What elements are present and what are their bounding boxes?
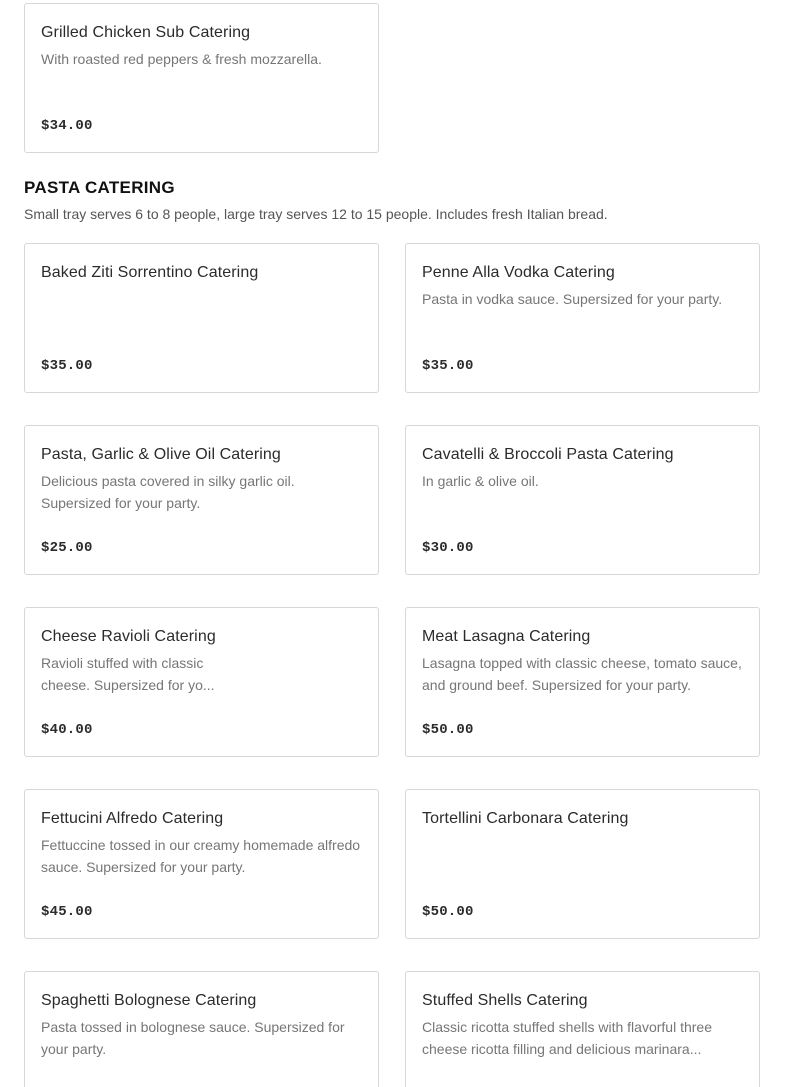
menu-item-description: Classic ricotta stuffed shells with flavorful three cheese ricotta filling and delicious marinara... bbox=[422, 1019, 712, 1057]
menu-item-card[interactable] bbox=[24, 971, 379, 1087]
menu-item-price: $40.00 bbox=[41, 722, 93, 738]
menu-item-price: $50.00 bbox=[422, 722, 474, 738]
menu-item-name: Cavatelli & Broccoli Pasta Catering bbox=[422, 446, 674, 463]
menu-item-card[interactable] bbox=[24, 3, 379, 153]
menu-item-card[interactable] bbox=[405, 425, 760, 575]
menu-item-name: Fettucini Alfredo Catering bbox=[41, 810, 224, 827]
menu-item-name: Pasta, Garlic & Olive Oil Catering bbox=[41, 446, 281, 463]
menu-item-card[interactable] bbox=[405, 971, 760, 1087]
menu-item-description: Fettuccine tossed in our creamy homemade alfredo sauce. Supersized for your party. bbox=[41, 837, 361, 875]
menu-item-card[interactable] bbox=[24, 607, 379, 757]
menu-item-description: Lasagna topped with classic cheese, tomato sauce, and ground beef. Supersized for your party. bbox=[422, 655, 742, 693]
menu-item-price: $30.00 bbox=[422, 540, 474, 556]
menu-item-name: Grilled Chicken Sub Catering bbox=[41, 24, 251, 41]
menu-item-card[interactable] bbox=[405, 243, 760, 393]
menu-item-name: Penne Alla Vodka Catering bbox=[422, 264, 615, 281]
menu-item-description: Delicious pasta covered in silky garlic oil. Supersized for your party. bbox=[41, 473, 295, 511]
menu-item-card[interactable] bbox=[405, 607, 760, 757]
menu-item-name: Spaghetti Bolognese Catering bbox=[41, 992, 257, 1009]
menu-item-name: Tortellini Carbonara Catering bbox=[422, 810, 629, 827]
menu-item-description: Pasta in vodka sauce. Supersized for your party. bbox=[422, 291, 723, 307]
section-subtitle: Small tray serves 6 to 8 people, large tray serves 12 to 15 people. Includes fresh Italian bread. bbox=[24, 206, 608, 222]
menu-item-card[interactable] bbox=[405, 789, 760, 939]
menu-item-name: Cheese Ravioli Catering bbox=[41, 628, 216, 645]
menu-item-price: $35.00 bbox=[41, 358, 93, 374]
menu-item-description: Ravioli stuffed with classic cheese. Supersized for yo... bbox=[41, 655, 215, 693]
menu-item-price: $25.00 bbox=[41, 540, 93, 556]
menu-item-price: $45.00 bbox=[41, 904, 93, 920]
menu-item-card[interactable] bbox=[24, 789, 379, 939]
menu-item-name: Baked Ziti Sorrentino Catering bbox=[41, 264, 259, 281]
menu-item-description: In garlic & olive oil. bbox=[422, 473, 539, 489]
menu-item-description: With roasted red peppers & fresh mozzarella. bbox=[41, 51, 322, 67]
menu-item-card[interactable] bbox=[24, 425, 379, 575]
menu-item-price: $50.00 bbox=[422, 904, 474, 920]
menu-item-card[interactable] bbox=[24, 243, 379, 393]
section-title: PASTA CATERING bbox=[24, 178, 175, 197]
menu-item-name: Meat Lasagna Catering bbox=[422, 628, 591, 645]
menu-item-price: $34.00 bbox=[41, 118, 93, 134]
menu-item-price: $35.00 bbox=[422, 358, 474, 374]
menu-item-name: Stuffed Shells Catering bbox=[422, 992, 588, 1009]
menu-item-description: Pasta tossed in bolognese sauce. Supersized for your party. bbox=[41, 1019, 345, 1057]
